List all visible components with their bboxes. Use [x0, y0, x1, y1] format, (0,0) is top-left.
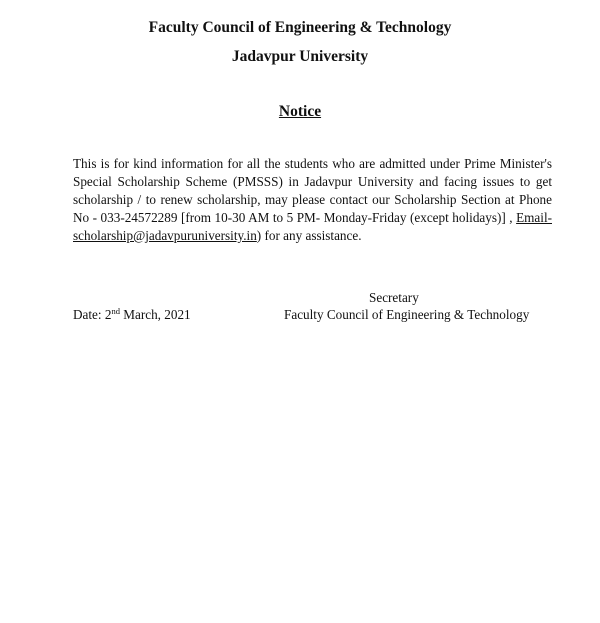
signatory-organization: Faculty Council of Engineering & Technology	[284, 307, 530, 322]
date-rest: March, 2021	[119, 307, 191, 322]
notice-date	[73, 307, 191, 323]
date-prefix: Date: 2	[73, 307, 112, 322]
signatory-role: Secretary	[369, 290, 419, 305]
header-council-name: Faculty Council of Engineering & Technology	[148, 19, 452, 36]
notice-title: Notice	[278, 103, 322, 120]
notice-body	[73, 155, 552, 245]
notice-body-tail: ) for any assistance.	[256, 228, 362, 243]
header-university-name: Jadavpur University	[231, 48, 369, 65]
notice-body-text: This is for kind information for all the students who are admitted under Prime Minister's Special Scholarship Scheme (PMSSS) in Jadavpur University and facing issues to get scholarship / to renew scholarship, may please contact our Scholarship Section at Phone No - 033-24572289 [from 10-30 AM to 5 PM- Monday-Friday (except holidays)] ,	[73, 156, 552, 225]
date-ordinal-suffix: nd	[111, 306, 120, 316]
email-link[interactable]: Email-scholarship@jadavpuruniversity.in	[73, 210, 552, 243]
